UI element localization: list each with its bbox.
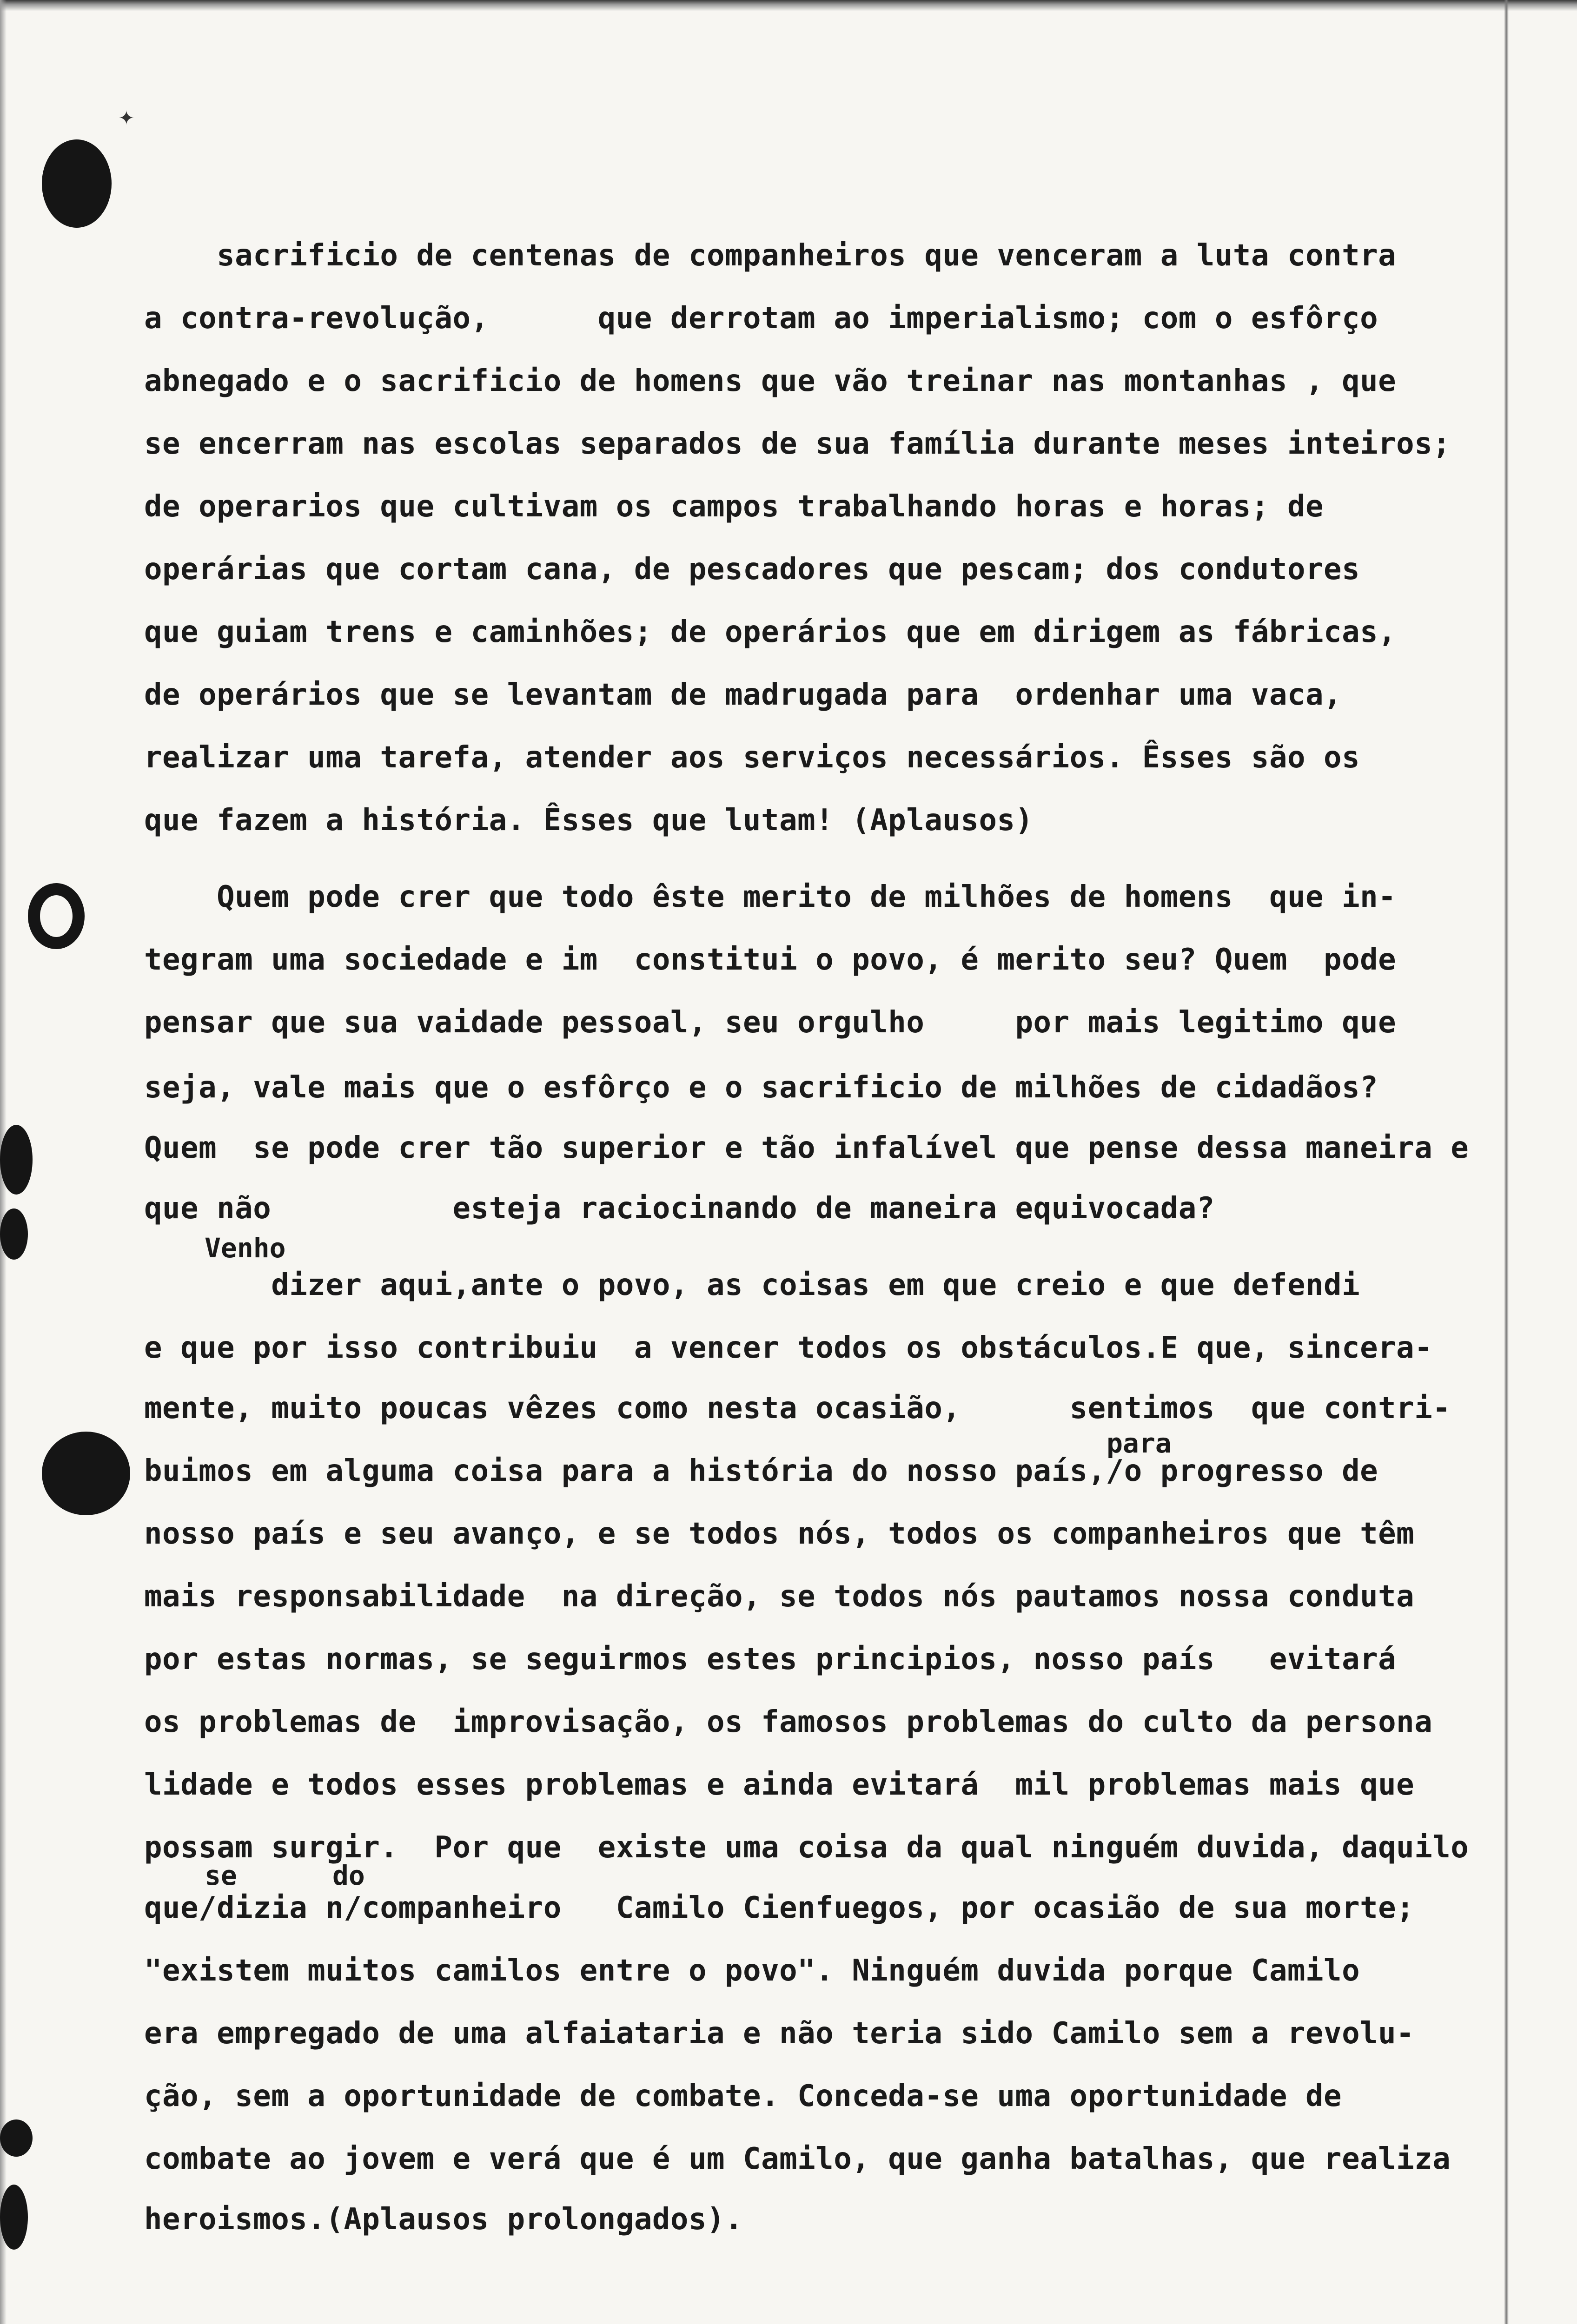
text-line-20: buimos em alguma coisa para a história do nosso país,/o progresso de (144, 1454, 1378, 1488)
text-line-16: que não esteja raciocinando de maneira equivocada? (144, 1191, 1215, 1226)
text-line-23: por estas normas, se seguirmos estes principios, nosso país evitará (144, 1642, 1397, 1677)
text-line-4: se encerram nas escolas separados de sua família durante meses inteiros; (144, 427, 1451, 461)
text-line-22: mais responsabilidade na direção, se todos nós pautamos nossa conduta (144, 1579, 1415, 1614)
punch-hole (0, 1125, 33, 1195)
text-line-27: que/dizia n/companheiro Camilo Cienfuegos, por ocasião de sua morte; (144, 1891, 1415, 1925)
text-line-2: a contra-revolução, que derrotam ao imperialismo; com o esfôrço (144, 301, 1378, 336)
punch-hole (42, 1432, 130, 1515)
text-line-5: de operarios que cultivam os campos trabalhando horas e horas; de (144, 489, 1324, 524)
text-line-24: os problemas de improvisação, os famosos problemas do culto da persona (144, 1705, 1433, 1739)
text-line-26: possam surgir. Por que existe uma coisa da qual ninguém duvida, daquilo (144, 1830, 1469, 1865)
punch-hole (0, 1208, 28, 1260)
interlinear-para: para (1107, 1427, 1172, 1459)
scan-top-edge (0, 0, 1577, 11)
punch-hole (0, 2119, 33, 2157)
text-line-32: heroismos.(Aplausos prolongados). (144, 2202, 743, 2237)
text-line-7: que guiam trens e caminhões; de operários que em dirigem as fábricas, (144, 615, 1397, 649)
text-line-11: Quem pode crer que todo êste merito de milhões de homens que in- (144, 880, 1397, 914)
text-line-10: que fazem a história. Êsses que lutam! (Aplausos) (144, 803, 1034, 838)
text-line-18: e que por isso contribuiu a vencer todos os obstáculos.E que, sincera- (144, 1331, 1433, 1365)
punch-hole (0, 2185, 28, 2250)
interlinear-venho: Venho (205, 1232, 286, 1264)
text-line-6: operárias que cortam cana, de pescadores que pescam; dos condutores (144, 552, 1360, 587)
text-line-15: Quem se pode crer tão superior e tão infalível que pense dessa maneira e (144, 1131, 1469, 1165)
text-line-14: seja, vale mais que o esfôrço e o sacrificio de milhões de cidadãos? (144, 1070, 1378, 1105)
ink-mark-icon: ✦ (119, 101, 134, 131)
text-line-28: "existem muitos camilos entre o povo". Ninguém duvida porque Camilo (144, 1954, 1360, 1988)
interlinear-do: do (332, 1860, 365, 1891)
text-line-8: de operários que se levantam de madrugada para ordenhar uma vaca, (144, 678, 1342, 712)
text-line-25: lidade e todos esses problemas e ainda evitará mil problemas mais que (144, 1768, 1415, 1802)
punch-hole (42, 139, 112, 228)
punch-hole-ring (28, 883, 85, 949)
interlinear-se: se (205, 1860, 237, 1891)
text-line-29: era empregado de uma alfaiataria e não teria sido Camilo sem a revolu- (144, 2016, 1415, 2051)
text-line-17: dizer aqui,ante o povo, as coisas em que creio e que defendi (144, 1268, 1360, 1302)
text-line-9: realizar uma tarefa, atender aos serviços necessários. Êsses são os (144, 740, 1360, 775)
scan-right-edge (1504, 0, 1509, 2324)
text-line-13: pensar que sua vaidade pessoal, seu orgulho por mais legitimo que (144, 1005, 1397, 1040)
text-line-19: mente, muito poucas vêzes como nesta ocasião, sentimos que contri- (144, 1391, 1451, 1426)
text-line-21: nosso país e seu avanço, e se todos nós, todos os companheiros que têm (144, 1517, 1415, 1551)
text-line-3: abnegado e o sacrificio de homens que vão treinar nas montanhas , que (144, 364, 1397, 398)
text-line-31: combate ao jovem e verá que é um Camilo, que ganha batalhas, que realiza (144, 2142, 1451, 2176)
text-line-12: tegram uma sociedade e im constitui o povo, é merito seu? Quem pode (144, 943, 1397, 977)
text-line-1: sacrificio de centenas de companheiros que venceram a luta contra (144, 238, 1397, 273)
text-line-30: ção, sem a oportunidade de combate. Conceda-se uma oportunidade de (144, 2079, 1342, 2113)
